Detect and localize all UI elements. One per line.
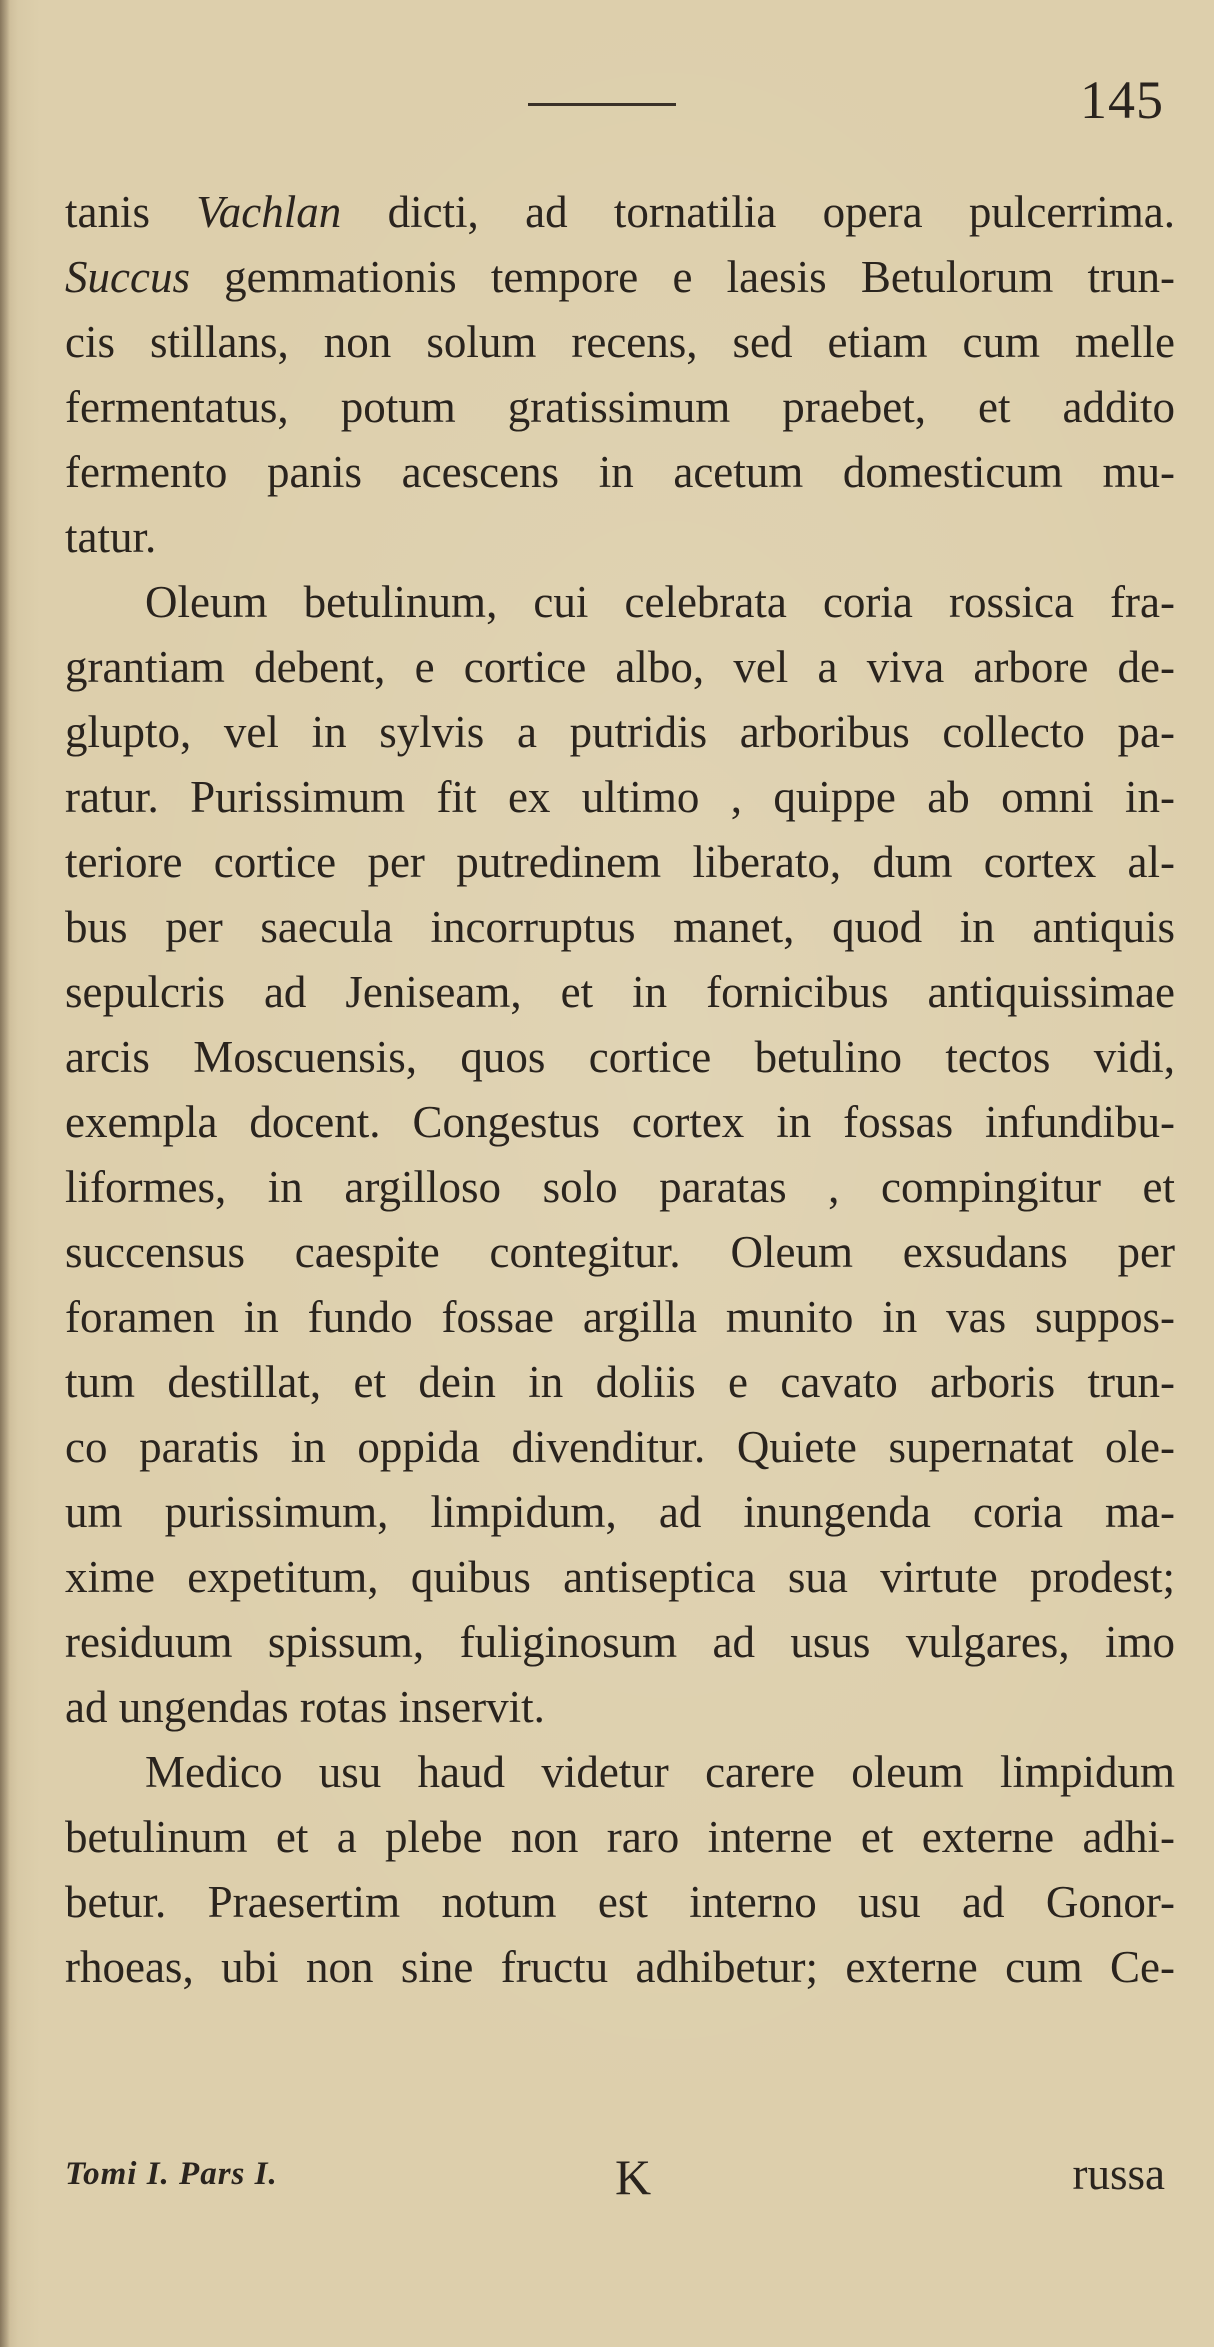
text-segment: betur. Praesertim notum est interno usu ad Gonor-: [65, 1877, 1175, 1927]
gutter-shadow: [0, 0, 10, 2347]
text-line: [65, 440, 1175, 505]
text-line: [65, 895, 1175, 960]
text-line: [65, 1090, 1175, 1155]
text-line: [65, 765, 1175, 830]
text-line: [65, 570, 1175, 635]
text-segment: um purissimum, limpidum, ad inungenda coria ma-: [65, 1487, 1175, 1537]
body-text: [65, 180, 1175, 2000]
text-line: [65, 1870, 1175, 1935]
text-line: [65, 1415, 1175, 1480]
text-segment: fermentatus, potum gratissimum praebet, et addito: [65, 382, 1175, 432]
text-segment: tatur.: [65, 512, 157, 562]
italic-text-segment: Succus: [65, 252, 190, 302]
text-segment: grantiam debent, e cortice albo, vel a viva arbore de-: [65, 642, 1175, 692]
text-segment: betulinum et a plebe non raro interne et externe adhi-: [65, 1812, 1175, 1862]
text-segment: gemmationis tempore e laesis Betulorum trun-: [189, 252, 1175, 302]
text-segment: bus per saecula incorruptus manet, quod in antiquis: [65, 902, 1175, 952]
text-segment: xime expetitum, quibus antiseptica sua virtute prodest;: [65, 1552, 1175, 1602]
text-line: [65, 180, 1175, 245]
text-line: [65, 1610, 1175, 1675]
text-segment: Medico usu haud videtur carere oleum limpidum: [145, 1747, 1175, 1797]
catchword: russa: [1072, 2149, 1165, 2199]
text-segment: co paratis in oppida divenditur. Quiete supernatat ole-: [65, 1422, 1175, 1472]
text-line: [65, 1285, 1175, 1350]
text-segment: foramen in fundo fossae argilla munito in vas suppos-: [65, 1292, 1175, 1342]
text-line: [65, 1155, 1175, 1220]
volume-signature: Tomi I. Pars I.: [65, 2156, 278, 2192]
text-segment: liformes, in argilloso solo paratas , compingitur et: [65, 1162, 1175, 1212]
text-line: [65, 960, 1175, 1025]
text-line: [65, 245, 1175, 310]
page-footer: [65, 2148, 1175, 2208]
italic-text-segment: Vachlan: [196, 187, 342, 237]
text-segment: exempla docent. Congestus cortex in fossas infundibu-: [65, 1097, 1175, 1147]
text-line: [65, 375, 1175, 440]
text-segment: arcis Moscuensis, quos cortice betulino tectos vidi,: [65, 1032, 1175, 1082]
text-segment: tum destillat, et dein in doliis e cavato arboris trun-: [65, 1357, 1175, 1407]
text-line: [65, 505, 1175, 570]
text-line: [65, 310, 1175, 375]
text-line: [65, 1545, 1175, 1610]
text-segment: ad ungendas rotas inservit.: [65, 1682, 545, 1732]
text-line: [65, 635, 1175, 700]
text-line: [65, 1480, 1175, 1545]
gathering-signature: K: [615, 2149, 652, 2205]
text-line: [65, 1805, 1175, 1870]
page-number: 145: [1080, 70, 1164, 130]
text-line: [65, 700, 1175, 765]
text-segment: fermento panis acescens in acetum domesticum mu-: [65, 447, 1175, 497]
text-segment: teriore cortice per putredinem liberato, dum cortex al-: [65, 837, 1175, 887]
header-rule: [528, 103, 676, 106]
text-line: [65, 830, 1175, 895]
text-segment: Oleum betulinum, cui celebrata coria rossica fra-: [145, 577, 1175, 627]
text-line: [65, 1935, 1175, 2000]
text-line: [65, 1025, 1175, 1090]
text-line: [65, 1350, 1175, 1415]
text-line: [65, 1675, 1175, 1740]
text-segment: residuum spissum, fuliginosum ad usus vulgares, imo: [65, 1617, 1175, 1667]
text-segment: dicti, ad tornatilia opera pulcerrima.: [341, 187, 1175, 237]
text-segment: succensus caespite contegitur. Oleum exsudans per: [65, 1227, 1175, 1277]
text-segment: rhoeas, ubi non sine fructu adhibetur; externe cum Ce-: [65, 1942, 1175, 1992]
text-segment: glupto, vel in sylvis a putridis arboribus collecto pa-: [65, 707, 1175, 757]
text-line: [65, 1740, 1175, 1805]
text-segment: cis stillans, non solum recens, sed etiam cum melle: [65, 317, 1175, 367]
text-segment: sepulcris ad Jeniseam, et in fornicibus antiquissimae: [65, 967, 1175, 1017]
text-segment: ratur. Purissimum fit ex ultimo , quippe ab omni in-: [65, 772, 1175, 822]
text-segment: tanis: [65, 187, 197, 237]
text-line: [65, 1220, 1175, 1285]
